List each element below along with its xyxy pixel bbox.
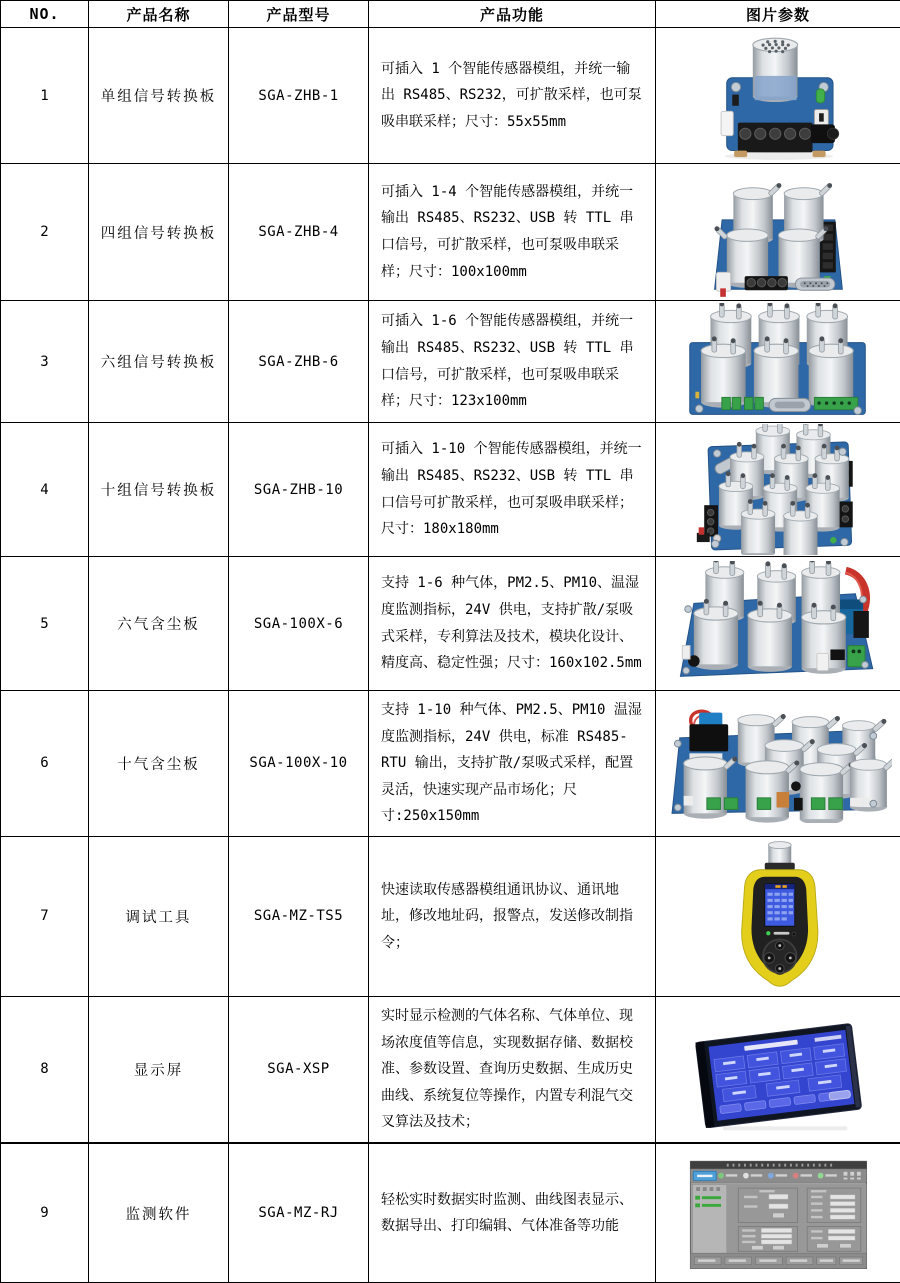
product-function: 可插入 1-10 个智能传感器模组，并统一输出 RS485、RS232、USB 转 TTL 串口信号可扩散采样，也可泵吸串联采样；尺寸：180x180mm (369, 423, 656, 557)
product-function: 实时显示检测的气体名称、气体单位、现场浓度值等信息，实现数据存储、数据校准、参数设置、查询历史数据、生成历史曲线、系统复位等操作，内置专利混气交叉算法及技术； (369, 996, 656, 1142)
row-number: 6 (1, 691, 89, 837)
table-row (1, 301, 900, 423)
product-photo-cell (656, 996, 900, 1142)
table-row (1, 996, 900, 1142)
row-number: 4 (1, 423, 89, 557)
product-model: SGA-100X-6 (229, 557, 369, 691)
product-photo (664, 703, 892, 823)
product-photo (675, 424, 881, 555)
product-name: 四组信号转换板 (89, 164, 229, 301)
product-photo (665, 1002, 891, 1136)
product-photo-cell (656, 1143, 900, 1283)
product-model: SGA-ZHB-4 (229, 164, 369, 301)
col-header-no: NO. (1, 1, 89, 28)
table-row (1, 836, 900, 996)
product-photo (703, 838, 853, 995)
product-photo-cell (656, 557, 900, 691)
row-number: 5 (1, 557, 89, 691)
product-model: SGA-MZ-RJ (229, 1143, 369, 1283)
table-row (1, 423, 900, 557)
row-number: 1 (1, 28, 89, 164)
row-number: 8 (1, 996, 89, 1142)
product-function: 支持 1-10 种气体、PM2.5、PM10 温湿度监测指标，24V 供电，标准 RS485-RTU 输出，支持扩散/泵吸式采样，配置灵活，快速实现产品市场化；尺寸:250x150mm (369, 691, 656, 837)
product-function: 轻松实时数据实时监测、曲线图表显示、数据导出、打印编辑、气体准备等功能 (369, 1143, 656, 1283)
product-function: 支持 1-6 种气体，PM2.5、PM10、温湿度监测指标，24V 供电，支持扩散/泵吸式采样，专利算法及技术，模块化设计、精度高、稳定性强；尺寸：160x102.5mm (369, 557, 656, 691)
product-model: SGA-MZ-TS5 (229, 836, 369, 996)
product-photo-cell (656, 28, 900, 164)
product-name: 调试工具 (89, 836, 229, 996)
col-header-image: 图片参数 (656, 1, 900, 28)
product-photo-cell (656, 164, 900, 301)
col-header-model: 产品型号 (229, 1, 369, 28)
product-name: 六气含尘板 (89, 557, 229, 691)
product-photo (677, 165, 879, 299)
product-function: 可插入 1-6 个智能传感器模组，并统一输出 RS485、RS232、USB 转 TTL 串口信号，可扩散采样，也可泵吸串联采样；尺寸：123x100mm (369, 301, 656, 423)
product-name: 监测软件 (89, 1143, 229, 1283)
product-name: 十气含尘板 (89, 691, 229, 837)
product-model: SGA-100X-10 (229, 691, 369, 837)
product-photo-cell (656, 423, 900, 557)
product-model: SGA-ZHB-10 (229, 423, 369, 557)
row-number: 7 (1, 836, 89, 996)
product-model: SGA-ZHB-1 (229, 28, 369, 164)
table-row (1, 164, 900, 301)
product-name: 显示屏 (89, 996, 229, 1142)
product-function: 可插入 1-4 个智能传感器模组，并统一输出 RS485、RS232、USB 转 TTL 串口信号，可扩散采样，也可泵吸串联采样；尺寸：100x100mm (369, 164, 656, 301)
table-row (1, 691, 900, 837)
table-row (1, 557, 900, 691)
product-photo-cell (656, 836, 900, 996)
col-header-name: 产品名称 (89, 1, 229, 28)
product-function: 可插入 1 个智能传感器模组，并统一输出 RS485、RS232，可扩散采样，也可泵吸串联采样；尺寸：55x55mm (369, 28, 656, 164)
product-model: SGA-XSP (229, 996, 369, 1142)
row-number: 3 (1, 301, 89, 423)
col-header-function: 产品功能 (369, 1, 656, 28)
header-row (1, 1, 900, 28)
product-photo (665, 561, 891, 686)
product-model: SGA-ZHB-6 (229, 301, 369, 423)
product-name: 六组信号转换板 (89, 301, 229, 423)
row-number: 2 (1, 164, 89, 301)
product-photo (665, 1146, 891, 1280)
product-photo (680, 29, 876, 162)
table-row (1, 28, 900, 164)
product-name: 十组信号转换板 (89, 423, 229, 557)
product-photo-cell (656, 301, 900, 423)
table-row (1, 1143, 900, 1283)
product-name: 单组信号转换板 (89, 28, 229, 164)
row-number: 9 (1, 1143, 89, 1283)
product-photo (667, 303, 889, 421)
product-photo-cell (656, 691, 900, 837)
product-function: 快速读取传感器模组通讯协议、通讯地址，修改地址码，报警点，发送修改制指令； (369, 836, 656, 996)
